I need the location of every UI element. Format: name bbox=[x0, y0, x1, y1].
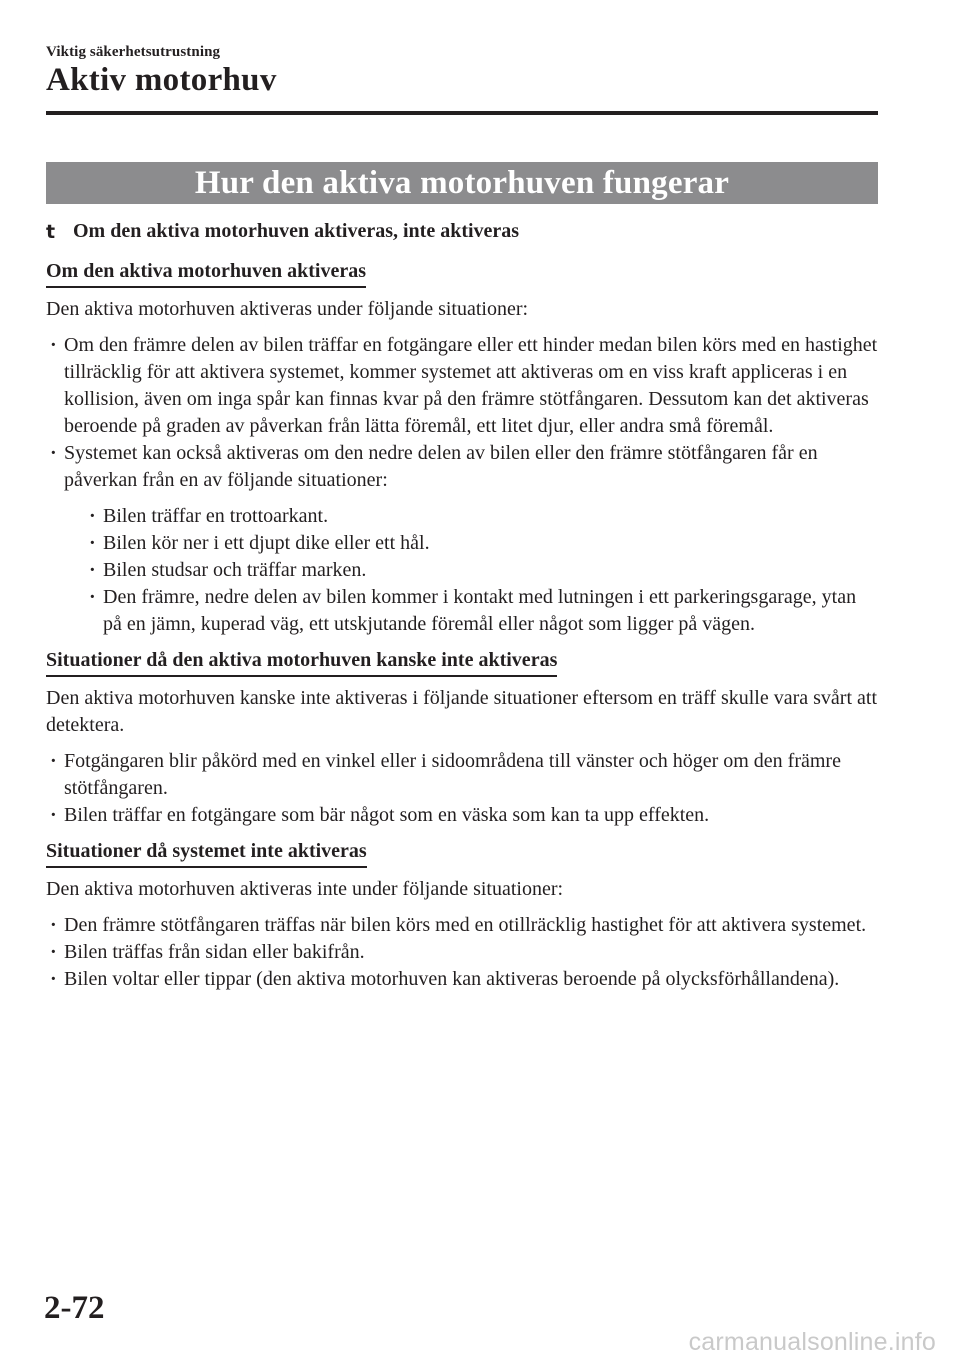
section-label: Viktig säkerhetsutrustning bbox=[46, 44, 221, 60]
topic-banner: Hur den aktiva motorhuven fungerar bbox=[46, 162, 878, 204]
sub-list-item: · Bilen studsar och träffar marken. bbox=[85, 557, 878, 584]
sub-list-item: · Bilen kör ner i ett djupt dike eller ett hål. bbox=[85, 530, 878, 557]
list-item: · Den främre stötfångaren träffas när bilen körs med en otillräcklig hastighet för att aktivera systemet. bbox=[46, 912, 878, 939]
section-intro: Den aktiva motorhuven kanske inte aktiveras i följande situationer eftersom en träff skulle vara svårt att detektera. bbox=[46, 687, 878, 736]
subheading-marker-icon: t bbox=[46, 220, 56, 243]
list-item: · Om den främre delen av bilen träffar en fotgängare eller ett hinder medan bilen körs med en hastighet tillräcklig för att aktivera systemet, kommer systemet att aktiveras om en viss kraft appliceras i en kollision, även om inga spår kan finnas kvar på den främre stötfångaren. Dessutom kan det aktiveras beroende på graden av påverkan från lätta föremål, ett litet djur, eller andra små föremål. bbox=[46, 332, 878, 440]
page-number: 2-72 bbox=[44, 1290, 105, 1326]
list-item: · Bilen träffar en fotgängare som bär något som en väska som kan ta upp effekten. bbox=[46, 802, 878, 829]
bullet-list bbox=[46, 748, 878, 829]
sub-bullet-list bbox=[64, 503, 878, 638]
list-item: · Bilen träffas från sidan eller bakifrån. bbox=[46, 939, 878, 966]
list-item-text: Systemet kan också aktiveras om den nedre delen av bilen eller den främre stötfångaren får en påverkan från en av följande situationer: bbox=[64, 442, 818, 491]
sub-list-item: · Den främre, nedre delen av bilen kommer i kontakt med lutningen i ett parkeringsgarage, ytan på en jämn, kuperad väg, ett utskjutande föremål eller något som ligger på vägen. bbox=[85, 584, 878, 638]
bullet-list bbox=[46, 912, 878, 993]
subheading bbox=[46, 220, 519, 243]
list-item: · Bilen voltar eller tippar (den aktiva motorhuven kan aktiveras beroende på olycksförhållandena). bbox=[46, 966, 878, 993]
section-intro: Den aktiva motorhuven aktiveras under följande situationer: bbox=[46, 298, 529, 320]
header-divider bbox=[46, 111, 878, 115]
sub-list-item: · Bilen träffar en trottoarkant. bbox=[85, 503, 878, 530]
list-item bbox=[46, 440, 878, 638]
section-heading-does-not-activate: Situationer då systemet inte aktiveras bbox=[46, 839, 367, 868]
section-intro: Den aktiva motorhuven aktiveras inte under följande situationer: bbox=[46, 878, 564, 900]
body-content bbox=[46, 258, 878, 1002]
list-item: · Fotgängaren blir påkörd med en vinkel eller i sidoområdena till vänster och höger om den främre stötfångaren. bbox=[46, 748, 878, 802]
page-title: Aktiv motorhuv bbox=[46, 62, 277, 98]
watermark: carmanualsonline.info bbox=[688, 1328, 936, 1356]
bullet-list bbox=[46, 332, 878, 638]
subheading-text: Om den aktiva motorhuven aktiveras, inte aktiveras bbox=[73, 220, 520, 242]
section-heading-activates: Om den aktiva motorhuven aktiveras bbox=[46, 259, 366, 288]
section-heading-may-not-activate: Situationer då den aktiva motorhuven kanske inte aktiveras bbox=[46, 648, 557, 677]
